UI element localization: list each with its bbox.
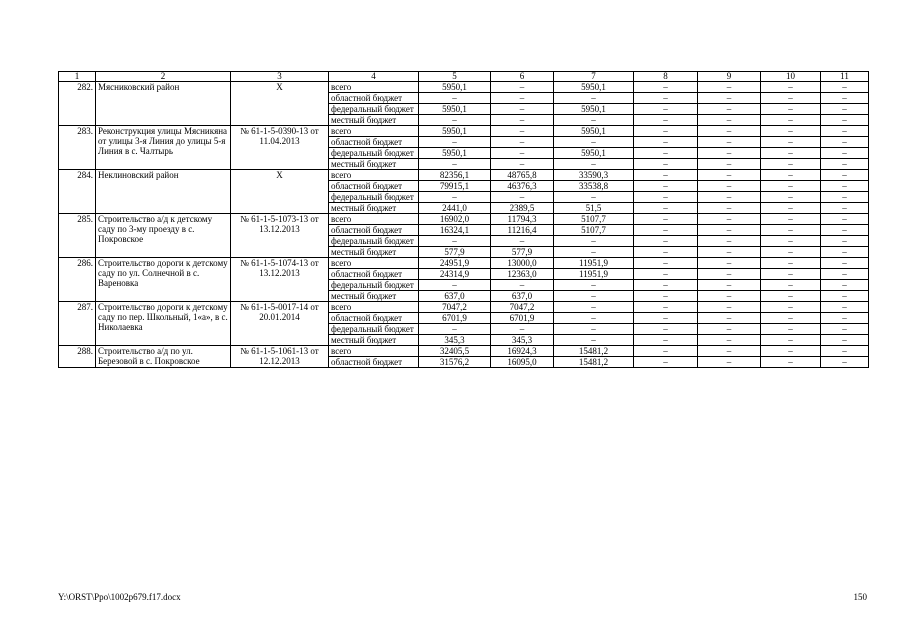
amount-cell: – — [821, 291, 869, 302]
amount-cell: 24314,9 — [419, 269, 491, 280]
amount-cell: 577,9 — [419, 247, 491, 258]
amount-cell: – — [419, 280, 491, 291]
amount-cell: – — [419, 115, 491, 126]
funding-source-label: областной бюджет — [329, 313, 419, 324]
amount-cell: – — [761, 104, 821, 115]
amount-cell: – — [761, 214, 821, 225]
amount-cell: – — [634, 302, 698, 313]
amount-cell: – — [554, 236, 634, 247]
funding-source-label: местный бюджет — [329, 159, 419, 170]
amount-cell: – — [419, 93, 491, 104]
amount-cell: – — [761, 137, 821, 148]
amount-cell: – — [698, 93, 761, 104]
amount-cell: – — [821, 324, 869, 335]
amount-cell: – — [554, 137, 634, 148]
amount-cell: – — [634, 269, 698, 280]
amount-cell: – — [821, 357, 869, 368]
funding-source-label: областной бюджет — [329, 93, 419, 104]
amount-cell: 33538,8 — [554, 181, 634, 192]
amount-cell: – — [634, 104, 698, 115]
page-number: 150 — [853, 592, 867, 602]
amount-cell: – — [821, 137, 869, 148]
funding-source-label: всего — [329, 258, 419, 269]
amount-cell: – — [821, 126, 869, 137]
amount-cell: – — [491, 82, 554, 93]
amount-cell: 11216,4 — [491, 225, 554, 236]
amount-cell: – — [698, 126, 761, 137]
amount-cell: – — [698, 335, 761, 346]
amount-cell: – — [491, 159, 554, 170]
amount-cell: – — [698, 225, 761, 236]
amount-cell: 2389,5 — [491, 203, 554, 214]
amount-cell: – — [491, 280, 554, 291]
amount-cell: – — [491, 192, 554, 203]
amount-cell: – — [634, 313, 698, 324]
amount-cell: 31576,2 — [419, 357, 491, 368]
amount-cell: – — [491, 324, 554, 335]
amount-cell: – — [761, 269, 821, 280]
amount-cell: – — [698, 148, 761, 159]
funding-source-label: всего — [329, 82, 419, 93]
amount-cell: – — [698, 159, 761, 170]
amount-cell: – — [698, 313, 761, 324]
amount-cell: – — [698, 181, 761, 192]
amount-cell: – — [634, 115, 698, 126]
amount-cell: 32405,5 — [419, 346, 491, 357]
amount-cell: – — [554, 291, 634, 302]
amount-cell: – — [419, 324, 491, 335]
file-path: Y:\ORST\Ppo\1002p679.f17.docx — [58, 592, 181, 602]
amount-cell: – — [419, 236, 491, 247]
amount-cell: – — [634, 247, 698, 258]
funding-source-label: областной бюджет — [329, 137, 419, 148]
amount-cell: – — [761, 247, 821, 258]
amount-cell: – — [761, 115, 821, 126]
amount-cell: – — [491, 93, 554, 104]
amount-cell: – — [634, 170, 698, 181]
amount-cell: 13000,0 — [491, 258, 554, 269]
amount-cell: – — [821, 258, 869, 269]
object-name: Неклиновский район — [96, 170, 231, 214]
amount-cell: 7047,2 — [419, 302, 491, 313]
funding-source-label: федеральный бюджет — [329, 192, 419, 203]
amount-cell: – — [698, 357, 761, 368]
funding-source-label: федеральный бюджет — [329, 280, 419, 291]
amount-cell: – — [491, 126, 554, 137]
row-number: 286. — [59, 258, 96, 302]
object-name: Строительство дороги к детскому саду по ул. Солнечной в с. Вареновка — [96, 258, 231, 302]
column-number: 8 — [634, 72, 698, 82]
amount-cell: – — [634, 137, 698, 148]
amount-cell: – — [554, 335, 634, 346]
object-name: Строительство дороги к детскому саду по пер. Школьный, 1«а», в с. Николаевка — [96, 302, 231, 346]
amount-cell: – — [698, 280, 761, 291]
row-number: 285. — [59, 214, 96, 258]
amount-cell: 15481,2 — [554, 357, 634, 368]
amount-cell: – — [634, 148, 698, 159]
amount-cell: – — [821, 93, 869, 104]
amount-cell: 5950,1 — [554, 148, 634, 159]
amount-cell: – — [491, 115, 554, 126]
amount-cell: – — [634, 258, 698, 269]
amount-cell: – — [821, 192, 869, 203]
row-number: 288. — [59, 346, 96, 368]
amount-cell: – — [761, 126, 821, 137]
amount-cell: – — [491, 137, 554, 148]
amount-cell: 7047,2 — [491, 302, 554, 313]
amount-cell: – — [634, 203, 698, 214]
amount-cell: 5107,7 — [554, 214, 634, 225]
amount-cell: – — [554, 159, 634, 170]
amount-cell: – — [761, 335, 821, 346]
funding-source-label: всего — [329, 214, 419, 225]
amount-cell: – — [821, 335, 869, 346]
amount-cell: – — [698, 203, 761, 214]
amount-cell: – — [419, 137, 491, 148]
amount-cell: – — [634, 181, 698, 192]
amount-cell: – — [761, 313, 821, 324]
amount-cell: 5950,1 — [554, 126, 634, 137]
amount-cell: – — [698, 346, 761, 357]
column-number: 2 — [96, 72, 231, 82]
column-number: 6 — [491, 72, 554, 82]
funding-source-label: федеральный бюджет — [329, 104, 419, 115]
amount-cell: – — [634, 192, 698, 203]
table-row — [59, 302, 869, 313]
funding-source-label: местный бюджет — [329, 247, 419, 258]
amount-cell: 11951,9 — [554, 269, 634, 280]
amount-cell: – — [821, 346, 869, 357]
amount-cell: – — [491, 104, 554, 115]
document-ref: X — [231, 82, 329, 126]
amount-cell: – — [821, 203, 869, 214]
amount-cell: – — [821, 181, 869, 192]
amount-cell: 16902,0 — [419, 214, 491, 225]
amount-cell: – — [698, 247, 761, 258]
amount-cell: – — [761, 192, 821, 203]
funding-source-label: всего — [329, 346, 419, 357]
funding-source-label: федеральный бюджет — [329, 148, 419, 159]
amount-cell: – — [821, 159, 869, 170]
amount-cell: 51,5 — [554, 203, 634, 214]
row-number: 282. — [59, 82, 96, 126]
amount-cell: – — [821, 280, 869, 291]
amount-cell: – — [821, 247, 869, 258]
amount-cell: – — [698, 82, 761, 93]
amount-cell: – — [634, 225, 698, 236]
amount-cell: – — [698, 137, 761, 148]
amount-cell: 5107,7 — [554, 225, 634, 236]
row-number: 287. — [59, 302, 96, 346]
amount-cell: – — [761, 148, 821, 159]
amount-cell: – — [761, 159, 821, 170]
amount-cell: – — [698, 170, 761, 181]
column-number: 4 — [329, 72, 419, 82]
amount-cell: 82356,1 — [419, 170, 491, 181]
funding-source-label: всего — [329, 126, 419, 137]
column-number-row — [59, 72, 869, 82]
table-row — [59, 82, 869, 93]
amount-cell: – — [634, 214, 698, 225]
funding-source-label: местный бюджет — [329, 291, 419, 302]
amount-cell: 79915,1 — [419, 181, 491, 192]
amount-cell: 11794,3 — [491, 214, 554, 225]
amount-cell: 16924,3 — [491, 346, 554, 357]
amount-cell: 5950,1 — [419, 126, 491, 137]
amount-cell: 24951,9 — [419, 258, 491, 269]
amount-cell: – — [554, 324, 634, 335]
amount-cell: 577,9 — [491, 247, 554, 258]
amount-cell: – — [554, 192, 634, 203]
amount-cell: – — [761, 203, 821, 214]
amount-cell: – — [634, 126, 698, 137]
amount-cell: 16095,0 — [491, 357, 554, 368]
funding-source-label: областной бюджет — [329, 357, 419, 368]
funding-source-label: всего — [329, 302, 419, 313]
row-number: 283. — [59, 126, 96, 170]
amount-cell: – — [761, 93, 821, 104]
budget-table — [58, 71, 869, 368]
amount-cell: 5950,1 — [419, 104, 491, 115]
object-name: Строительство а/д к детскому саду по 3-му проезду в с. Покровское — [96, 214, 231, 258]
amount-cell: – — [419, 159, 491, 170]
amount-cell: – — [491, 236, 554, 247]
table-row — [59, 346, 869, 357]
amount-cell: 11951,9 — [554, 258, 634, 269]
column-number: 10 — [761, 72, 821, 82]
amount-cell: – — [634, 357, 698, 368]
amount-cell: 6701,9 — [491, 313, 554, 324]
amount-cell: 345,3 — [491, 335, 554, 346]
funding-source-label: всего — [329, 170, 419, 181]
table-row — [59, 126, 869, 137]
amount-cell: – — [698, 258, 761, 269]
amount-cell: – — [554, 247, 634, 258]
amount-cell: – — [554, 313, 634, 324]
amount-cell: – — [698, 115, 761, 126]
amount-cell: 5950,1 — [554, 82, 634, 93]
amount-cell: – — [821, 302, 869, 313]
row-number: 284. — [59, 170, 96, 214]
amount-cell: 637,0 — [491, 291, 554, 302]
amount-cell: – — [761, 291, 821, 302]
document-ref: № 61-1-5-1061-13 от 12.12.2013 — [231, 346, 329, 368]
document-ref: № 61-1-5-0017-14 от 20.01.2014 — [231, 302, 329, 346]
amount-cell: – — [821, 115, 869, 126]
amount-cell: – — [821, 170, 869, 181]
amount-cell: – — [698, 302, 761, 313]
amount-cell: – — [761, 258, 821, 269]
amount-cell: – — [554, 93, 634, 104]
amount-cell: – — [634, 82, 698, 93]
amount-cell: – — [761, 302, 821, 313]
column-number: 9 — [698, 72, 761, 82]
amount-cell: – — [761, 225, 821, 236]
amount-cell: – — [634, 335, 698, 346]
amount-cell: – — [634, 346, 698, 357]
document-ref: № 61-1-5-1074-13 от 13.12.2013 — [231, 258, 329, 302]
amount-cell: 5950,1 — [554, 104, 634, 115]
funding-source-label: местный бюджет — [329, 335, 419, 346]
amount-cell: – — [698, 236, 761, 247]
amount-cell: – — [821, 104, 869, 115]
column-number: 5 — [419, 72, 491, 82]
amount-cell: – — [821, 236, 869, 247]
amount-cell: 345,3 — [419, 335, 491, 346]
amount-cell: – — [698, 291, 761, 302]
amount-cell: 46376,3 — [491, 181, 554, 192]
table-row — [59, 214, 869, 225]
funding-source-label: местный бюджет — [329, 203, 419, 214]
column-number: 7 — [554, 72, 634, 82]
amount-cell: – — [761, 346, 821, 357]
funding-source-label: федеральный бюджет — [329, 324, 419, 335]
amount-cell: 12363,0 — [491, 269, 554, 280]
amount-cell: – — [634, 280, 698, 291]
amount-cell: – — [634, 159, 698, 170]
amount-cell: 48765,8 — [491, 170, 554, 181]
document-ref: № 61-1-5-1073-13 от 13.12.2013 — [231, 214, 329, 258]
amount-cell: – — [761, 82, 821, 93]
amount-cell: 2441,0 — [419, 203, 491, 214]
amount-cell: – — [698, 192, 761, 203]
amount-cell: – — [698, 324, 761, 335]
amount-cell: 5950,1 — [419, 148, 491, 159]
amount-cell: – — [419, 192, 491, 203]
amount-cell: – — [554, 302, 634, 313]
amount-cell: – — [761, 324, 821, 335]
amount-cell: – — [761, 357, 821, 368]
amount-cell: 33590,3 — [554, 170, 634, 181]
funding-source-label: федеральный бюджет — [329, 236, 419, 247]
amount-cell: – — [491, 148, 554, 159]
amount-cell: – — [821, 214, 869, 225]
amount-cell: – — [634, 93, 698, 104]
amount-cell: – — [698, 214, 761, 225]
amount-cell: – — [634, 236, 698, 247]
table-row — [59, 258, 869, 269]
amount-cell: – — [554, 115, 634, 126]
amount-cell: – — [761, 181, 821, 192]
amount-cell: – — [554, 280, 634, 291]
amount-cell: 637,0 — [419, 291, 491, 302]
amount-cell: 6701,9 — [419, 313, 491, 324]
amount-cell: – — [821, 269, 869, 280]
object-name: Реконструкция улицы Мясникяна от улицы 3-я Линия до улицы 5-я Линия в с. Чалтырь — [96, 126, 231, 170]
funding-source-label: местный бюджет — [329, 115, 419, 126]
amount-cell: – — [761, 170, 821, 181]
object-name: Мясниковский район — [96, 82, 231, 126]
amount-cell: – — [634, 291, 698, 302]
amount-cell: 5950,1 — [419, 82, 491, 93]
amount-cell: – — [698, 104, 761, 115]
amount-cell: – — [634, 324, 698, 335]
column-number: 1 — [59, 72, 96, 82]
funding-source-label: областной бюджет — [329, 269, 419, 280]
amount-cell: – — [698, 269, 761, 280]
amount-cell: – — [821, 225, 869, 236]
table-row — [59, 170, 869, 181]
document-ref: X — [231, 170, 329, 214]
funding-source-label: областной бюджет — [329, 225, 419, 236]
column-number: 11 — [821, 72, 869, 82]
amount-cell: – — [821, 82, 869, 93]
amount-cell: – — [821, 148, 869, 159]
document-ref: № 61-1-5-0390-13 от 11.04.2013 — [231, 126, 329, 170]
amount-cell: – — [761, 236, 821, 247]
amount-cell: – — [761, 280, 821, 291]
object-name: Строительство а/д по ул. Березовой в с. Покровское — [96, 346, 231, 368]
funding-source-label: областной бюджет — [329, 181, 419, 192]
amount-cell: – — [821, 313, 869, 324]
column-number: 3 — [231, 72, 329, 82]
amount-cell: 15481,2 — [554, 346, 634, 357]
amount-cell: 16324,1 — [419, 225, 491, 236]
